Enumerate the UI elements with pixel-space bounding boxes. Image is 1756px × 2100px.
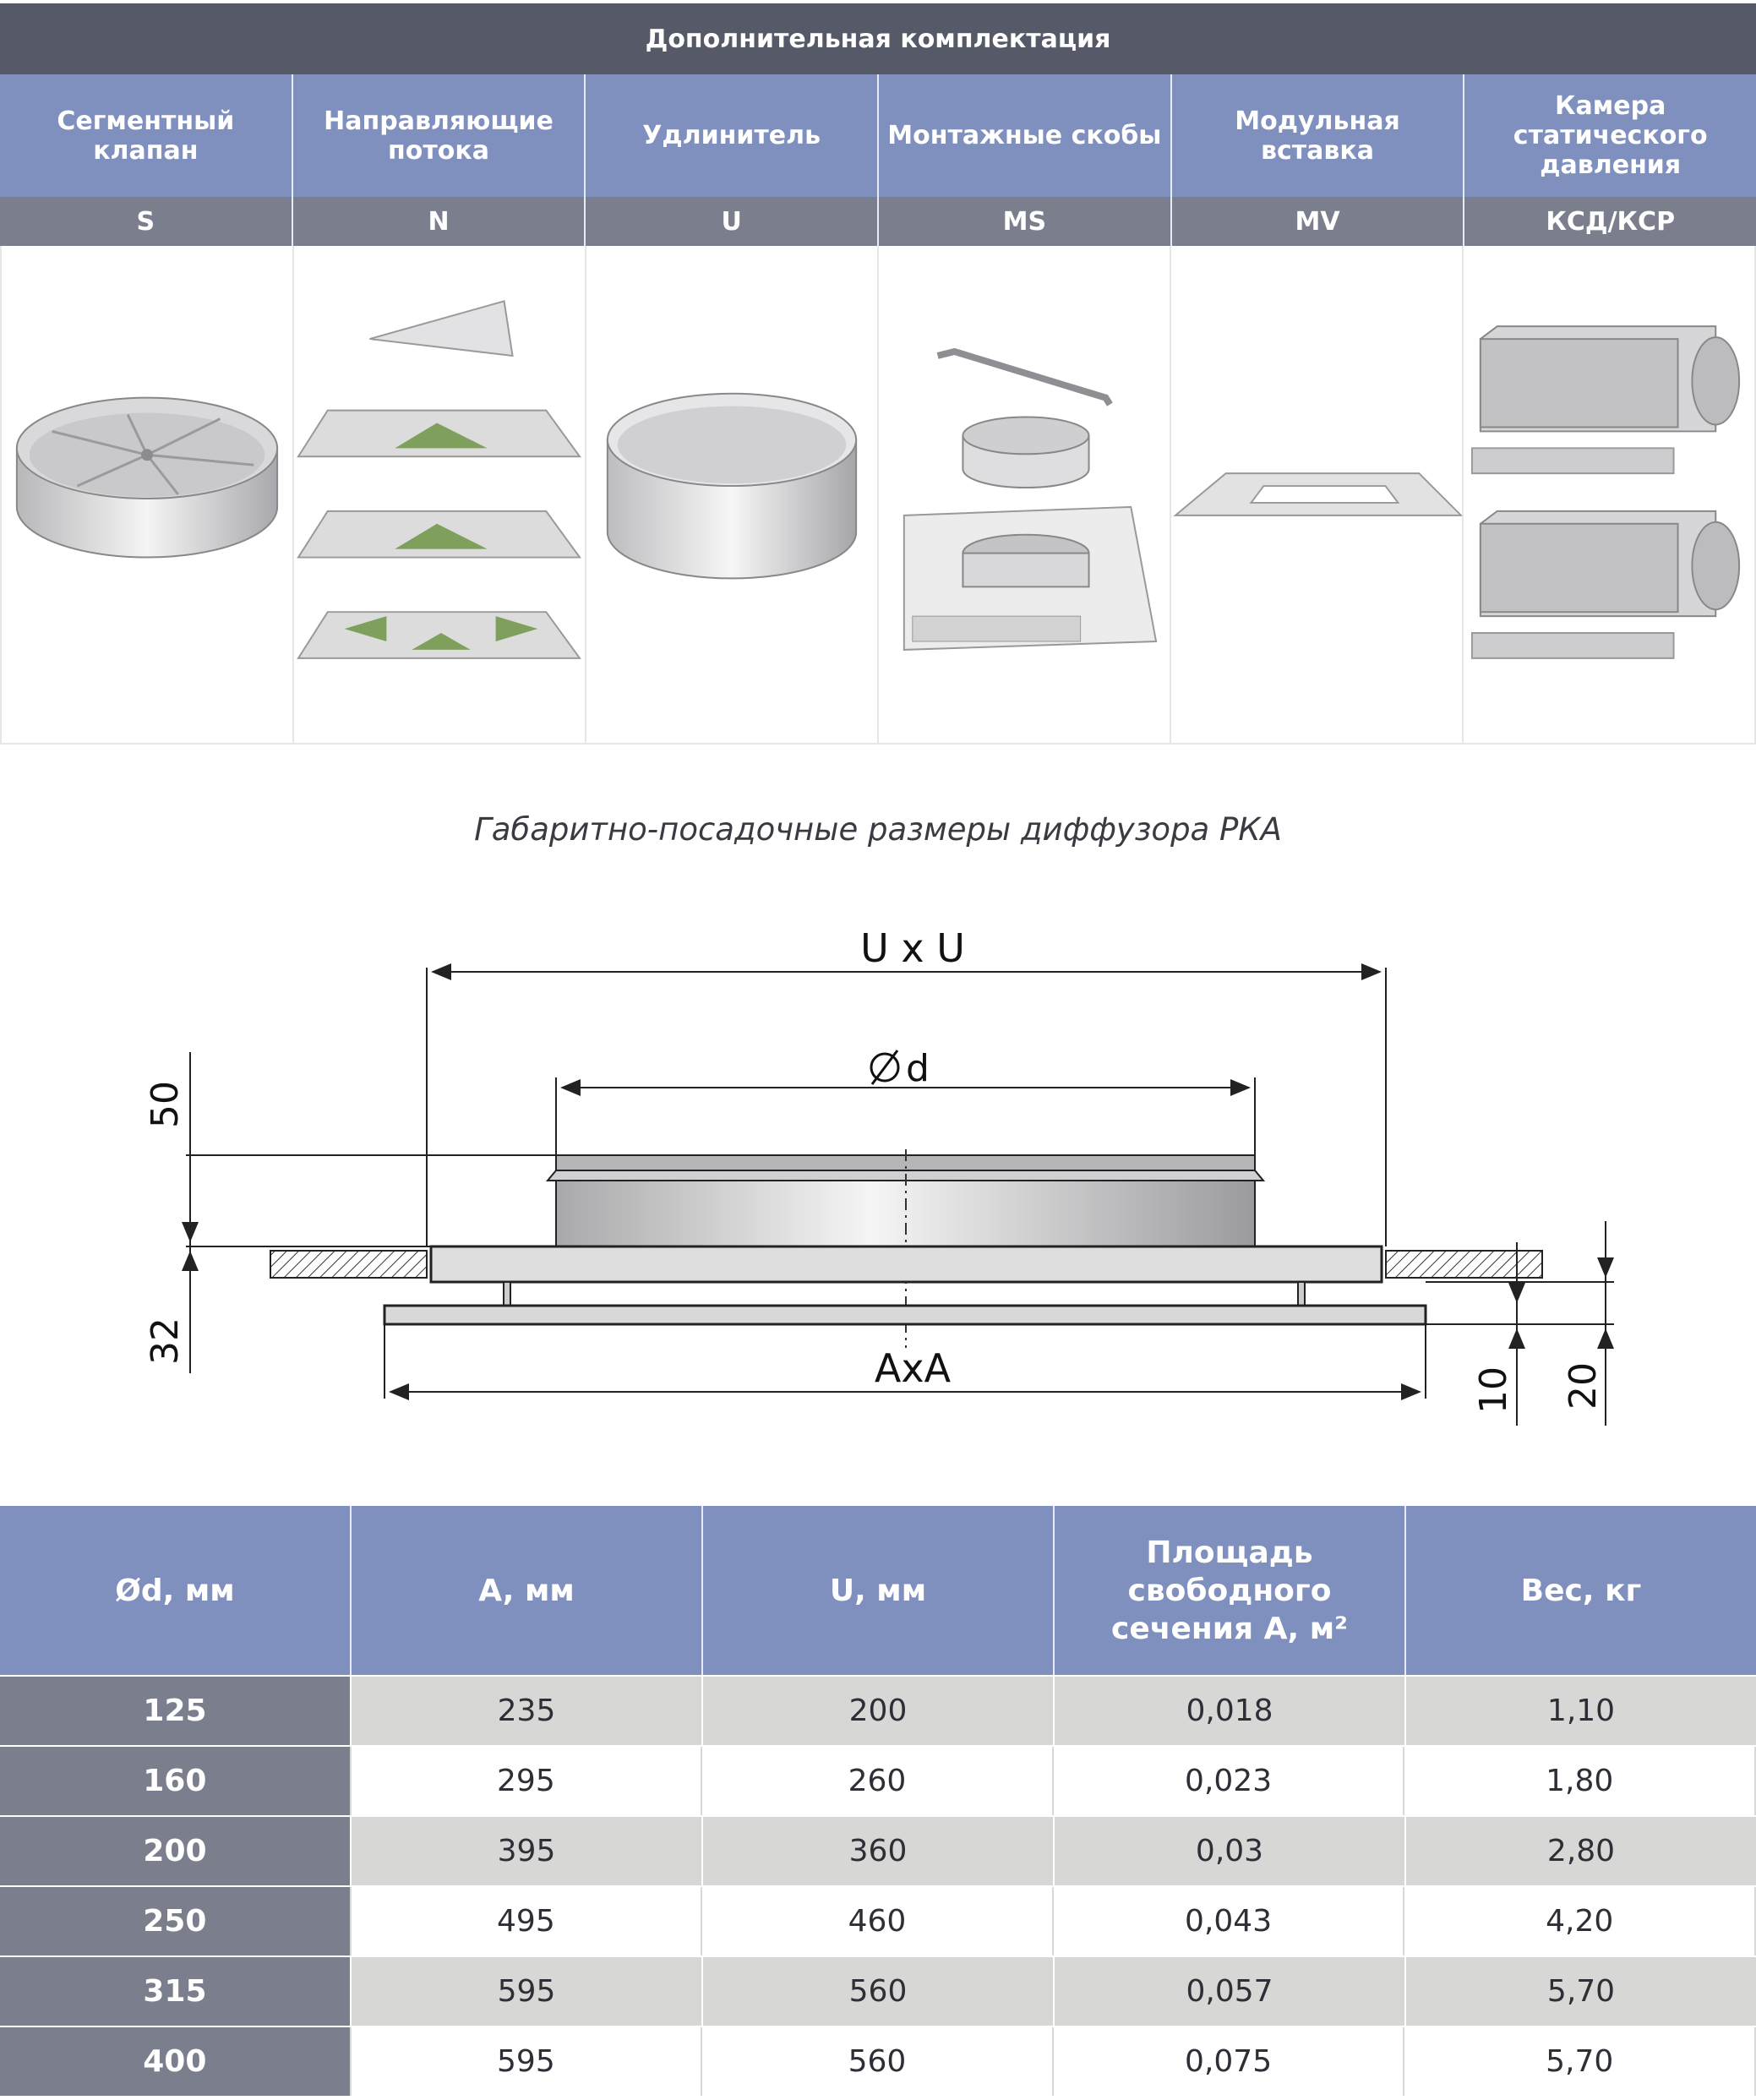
segment-valve-image xyxy=(0,246,294,743)
cell-u: 560 xyxy=(703,1957,1055,2026)
dim-32-label: 32 xyxy=(144,1317,187,1365)
plenum-box-image xyxy=(1464,246,1756,743)
cell-u: 360 xyxy=(703,1817,1055,1885)
cell-weight: 5,70 xyxy=(1404,2027,1756,2096)
code-mv: MV xyxy=(1172,197,1465,246)
header-weight: Вес, кг xyxy=(1406,1506,1756,1675)
cell-u: 260 xyxy=(702,1747,1054,1815)
flow-guides-image xyxy=(294,246,586,743)
cell-a: 235 xyxy=(352,1677,703,1745)
cell-u: 200 xyxy=(703,1677,1055,1745)
accessories-title: Дополнительная комплектация xyxy=(0,3,1756,74)
code-ksd: КСД/КСР xyxy=(1464,197,1756,246)
cell-diameter: 125 xyxy=(0,1677,352,1745)
header-plenum-box: Камера статического давления xyxy=(1464,74,1756,197)
cell-weight: 5,70 xyxy=(1406,1957,1756,2026)
accessories-code-row xyxy=(0,197,1756,246)
axa-label: AxA xyxy=(874,1345,952,1391)
cell-diameter: 400 xyxy=(0,2027,352,2096)
code-ms: MS xyxy=(879,197,1172,246)
modular-insert-image xyxy=(1171,246,1464,743)
header-extension: Удлинитель xyxy=(586,74,879,197)
cell-u: 460 xyxy=(702,1887,1054,1955)
dimension-drawing xyxy=(127,908,1631,1458)
code-n: N xyxy=(293,197,586,246)
header-u: U, мм xyxy=(703,1506,1055,1675)
cell-area: 0,03 xyxy=(1055,1817,1406,1885)
d-label: d xyxy=(906,1047,930,1090)
dim-50-label: 50 xyxy=(144,1081,187,1128)
cell-weight: 2,80 xyxy=(1406,1817,1756,1885)
cell-diameter: 315 xyxy=(0,1957,352,2026)
accessories-header-row xyxy=(0,74,1756,197)
cell-a: 595 xyxy=(352,1957,703,2026)
cell-a: 395 xyxy=(352,1817,703,1885)
header-segment-valve: Сегментный клапан xyxy=(0,74,293,197)
header-flow-guides: Направляющие потока xyxy=(293,74,586,197)
cell-weight: 1,10 xyxy=(1406,1677,1756,1745)
header-area: Площадь свободного сечения А, м² xyxy=(1055,1506,1406,1675)
cell-a: 295 xyxy=(352,1747,703,1815)
header-a: A, мм xyxy=(352,1506,703,1675)
cell-diameter: 200 xyxy=(0,1817,352,1885)
cell-a: 495 xyxy=(352,1887,703,1955)
code-s: S xyxy=(0,197,293,246)
mounting-brackets-image xyxy=(879,246,1171,743)
cell-area: 0,043 xyxy=(1054,1887,1405,1955)
cell-area: 0,057 xyxy=(1055,1957,1406,2026)
spec-table-header xyxy=(0,1506,1756,1675)
cell-area: 0,075 xyxy=(1054,2027,1405,2096)
header-modular-insert: Модульная вставка xyxy=(1172,74,1465,197)
cell-diameter: 250 xyxy=(0,1887,352,1955)
spec-table xyxy=(0,1506,1756,2096)
accessories-images-row xyxy=(0,246,1756,745)
cell-weight: 4,20 xyxy=(1404,1887,1756,1955)
table-row xyxy=(0,1815,1756,1885)
uxu-label: U x U xyxy=(860,925,965,971)
code-u: U xyxy=(586,197,879,246)
cell-u: 560 xyxy=(702,2027,1054,2096)
table-row xyxy=(0,1885,1756,1955)
cell-diameter: 160 xyxy=(0,1747,352,1815)
table-row xyxy=(0,1955,1756,2026)
cell-weight: 1,80 xyxy=(1404,1747,1756,1815)
header-diameter: Ød, мм xyxy=(0,1506,352,1675)
dim-20-label: 20 xyxy=(1562,1362,1605,1410)
cell-a: 595 xyxy=(352,2027,703,2096)
table-row xyxy=(0,1745,1756,1815)
cell-area: 0,023 xyxy=(1054,1747,1405,1815)
table-row xyxy=(0,2026,1756,2096)
header-mounting-brackets: Монтажные скобы xyxy=(879,74,1172,197)
drawing-title: Габаритно-посадочные размеры диффузора РКА xyxy=(474,811,1282,848)
extension-image xyxy=(586,246,879,743)
cell-area: 0,018 xyxy=(1055,1677,1406,1745)
table-row xyxy=(0,1675,1756,1745)
dim-10-label: 10 xyxy=(1472,1366,1515,1414)
